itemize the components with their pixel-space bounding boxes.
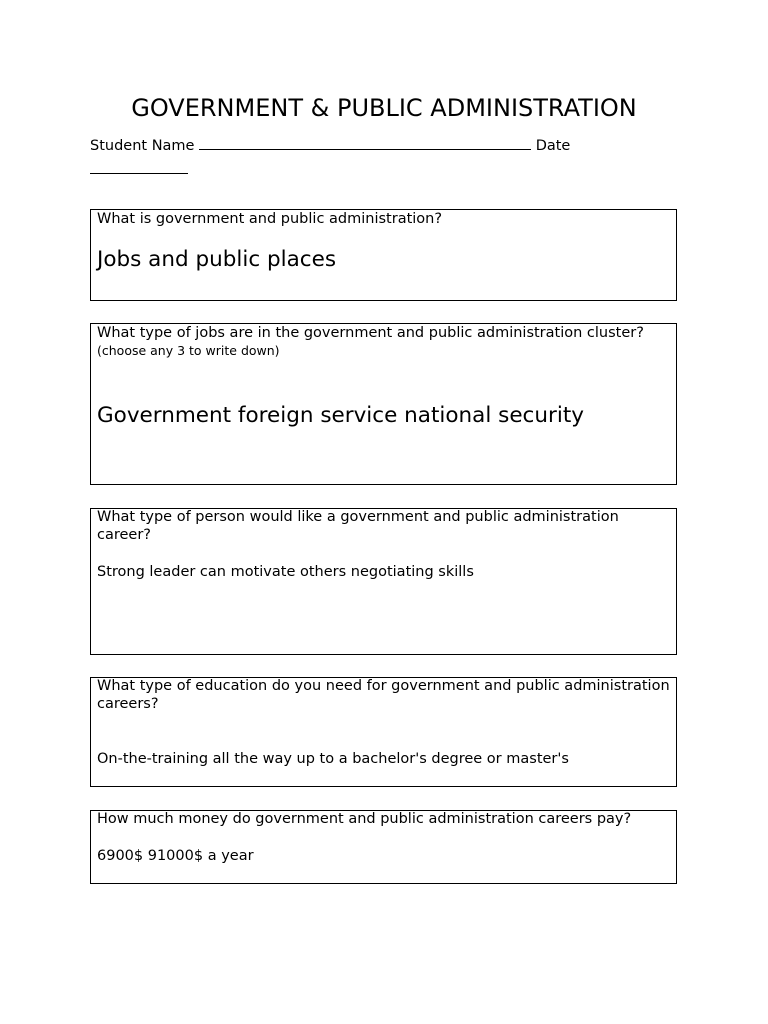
section-box-1 xyxy=(90,209,677,301)
student-name-line xyxy=(90,135,570,155)
student-name-field[interactable] xyxy=(199,135,531,150)
student-name-label: Student Name xyxy=(90,138,195,154)
question-3: What type of person would like a government and public administration career? xyxy=(97,509,619,543)
date-label: Date xyxy=(535,138,571,154)
question-2: What type of jobs are in the government and public administration cluster? xyxy=(97,325,644,341)
answer-1[interactable]: Jobs and public places xyxy=(97,247,337,272)
section-box-4 xyxy=(90,677,677,787)
answer-3[interactable]: Strong leader can motivate others negotiating skills xyxy=(97,564,474,580)
answer-4[interactable]: On-the-training all the way up to a bachelor's degree or master's xyxy=(97,751,569,767)
section-box-5 xyxy=(90,810,677,884)
date-field[interactable] xyxy=(90,157,188,174)
question-2-note: (choose any 3 to write down) xyxy=(97,343,280,358)
question-5: How much money do government and public administration careers pay? xyxy=(97,811,632,827)
answer-2[interactable]: Government foreign service national security xyxy=(97,403,584,428)
section-box-3 xyxy=(90,508,677,655)
question-1: What is government and public administration? xyxy=(97,211,443,227)
page-title: GOVERNMENT & PUBLIC ADMINISTRATION xyxy=(131,94,637,122)
answer-5[interactable]: 6900$ 91000$ a year xyxy=(97,848,254,864)
section-box-2 xyxy=(90,323,677,485)
question-4: What type of education do you need for government and public administration careers? xyxy=(97,678,670,712)
